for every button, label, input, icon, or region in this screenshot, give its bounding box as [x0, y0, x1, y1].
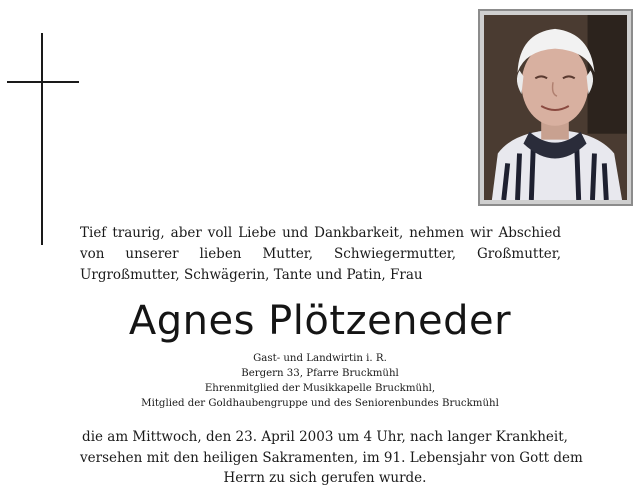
closing-line: die am Mittwoch, den 23. April 2003 um 4 Uhr, nach langer Krankheit, [82, 429, 568, 445]
detail-line: Ehrenmitglied der Musikkapelle Bruckmühl, [204, 383, 436, 394]
closing-line: Herrn zu sich gerufen wurde. [223, 470, 427, 486]
detail-line: Mitglied der Goldhaubengruppe und des Seniorenbundes Bruckmühl [141, 398, 499, 409]
closing-text [80, 427, 583, 489]
cross-horizontal-bar [7, 81, 79, 83]
closing-line: versehen mit den heiligen Sakramenten, im 91. Lebensjahr von Gott dem [80, 449, 583, 466]
portrait-photo [484, 15, 627, 200]
portrait-illustration [484, 15, 627, 200]
portrait-photo-frame [478, 9, 633, 206]
detail-line: Gast- und Landwirtin i. R. [253, 353, 387, 364]
deceased-details [0, 351, 640, 411]
intro-text: Tief traurig, aber voll Liebe und Dankbarkeit, nehmen wir Abschied von unserer lieben Mutter, Schwiegermutter, Großmutter, Urgroßmutter, Schwägerin, Tante und Patin, Frau [80, 225, 561, 283]
cross-vertical-bar [41, 33, 43, 245]
detail-line: Bergern 33, Pfarre Bruckmühl [241, 368, 399, 379]
deceased-name: Agnes Plötzeneder [128, 298, 512, 344]
